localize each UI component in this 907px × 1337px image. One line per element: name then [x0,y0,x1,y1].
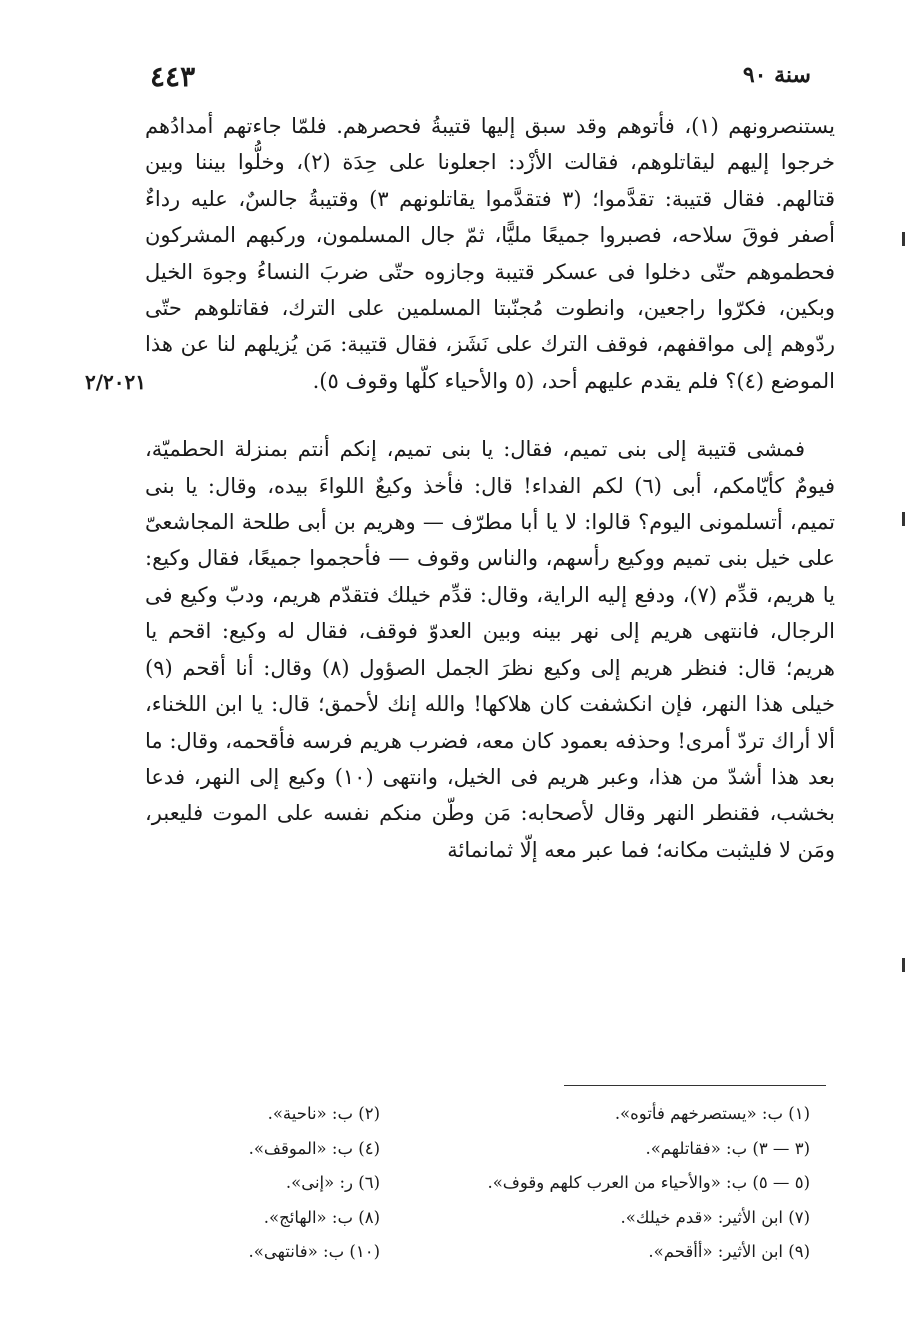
running-head-year: سنة ٩٠ [742,62,811,88]
footnote: (٨) ب: «الهائج». [263,1207,380,1227]
footnote: (٥ — ٥) ب: «والأحياء من العرب كلهم وقوف». [487,1173,810,1193]
margin-tick [902,512,905,526]
footnote: (٣ — ٣) ب: «فقاتلهم». [645,1138,810,1158]
margin-tick [902,232,905,246]
footnote: (٩) ابن الأثير: «أأقحم». [648,1242,810,1262]
paragraph: يستنصرونهم (١)، فأتوهم وقد سبق إليها قتيبةُ فحصرهم. فلمّا جاءتهم أمدادُهم خرجوا إليهم ليقاتلوهم، فقالت الأزْد: اجعلونا على حِدَة (٢)، وخلُّوا بيننا وبين قتالهم. فقال قتيبة: تقدَّموا؛ (٣ فتقدَّموا يقاتلونهم ٣) وقتيبةُ جالسٌ، عليه رداءٌ أصفر فوقَ سلاحه، فصبروا جميعًا مليًّا، ثمّ جال المسلمون، وركبهم المشركون فحطموهم حتّى دخلوا فى عسكر قتيبة وجازوه حتّى ضربَ النساءُ وجوهَ الخيل وبكين، فكرّوا راجعين، وانطوت مُجنّبتا المسلمين على الترك، فقاتلوهم حتّى ردّوهم إلى مواقفهم، فوقف الترك على نَشَز، فقال قتيبة: مَن يُزيلهم لنا عن هذا الموضع (٤)؟ فلم يقدم عليهم أحد، (٥ والأحياء كلّها وقوف ٥). [145,114,835,393]
footnote: (٧) ابن الأثير: «قدم خيلك». [620,1207,810,1227]
footnote: (١٠) ب: «فانتهى». [248,1242,380,1262]
paragraph: فمشى قتيبة إلى بنى تميم، فقال: يا بنى تميم، إنكم أنتم بمنزلة الحطميّة، فيومٌ كأيّامكم، أبى (٦) لكم الفداء! قال: فأخذ وكيعٌ اللواءَ بيده، وقال: يا بنى تميم، أتسلمونى اليوم؟ قالوا: لا يا أبا مطرّف — وهريم بن أبى طلحة المجاشعىّ على خيل بنى تميم ووكيع رأسهم، والناس وقوف — فأحجموا جميعًا، فقال وكيع: يا هريم، قدِّم (٧)، ودفع إليه الراية، وقال: قدِّم خيلك فتقدّم هريم، ودبّ وكيع فى الرجال، فانتهى هريم إلى نهر بينه وبين العدوّ فوقف، فقال له وكيع: اقحم يا هريم؛ قال: فنظر هريم إلى وكيع نظرَ الجمل الصؤول (٨) وقال: أنا أقحم (٩) خيلى هذا النهر، فإن انكشفت كان هلاكها! والله إنك لأحمق؛ قال: يا ابن اللخناء، ألا أراك تردّ أمرى! وحذفه بعمود كان معه، فضرب هريم فرسه فأقحمه، وقال: ما بعد هذا أشدّ من هذا، وعبر هريم فى الخيل، وانتهى (١٠) وكيع إلى النهر، فدعا بخشب، فقنطر النهر وقال لأصحابه: مَن وطّن منكم نفسه على الموت فليعبر، ومَن لا فليثبت مكانه؛ فما عبر معه إلّا ثمانمائة [145,437,836,862]
footnote: (٢) ب: «ناحية». [267,1104,380,1123]
footnotes-column-right [400,1097,810,1270]
footnotes-column-left [160,1097,380,1270]
footnote: (٤) ب: «الموقف». [248,1138,380,1158]
footnote: (١) ب: «يستصرخهم فأتوه». [614,1104,810,1123]
margin-reference: ٢/٢٠٢١ [84,370,146,394]
footnote: (٦) ر: «إنى». [285,1173,380,1193]
footnote-separator [564,1085,826,1086]
margin-tick [902,958,905,972]
page-number: ٤٤٣ [150,60,196,93]
main-text [145,108,835,868]
